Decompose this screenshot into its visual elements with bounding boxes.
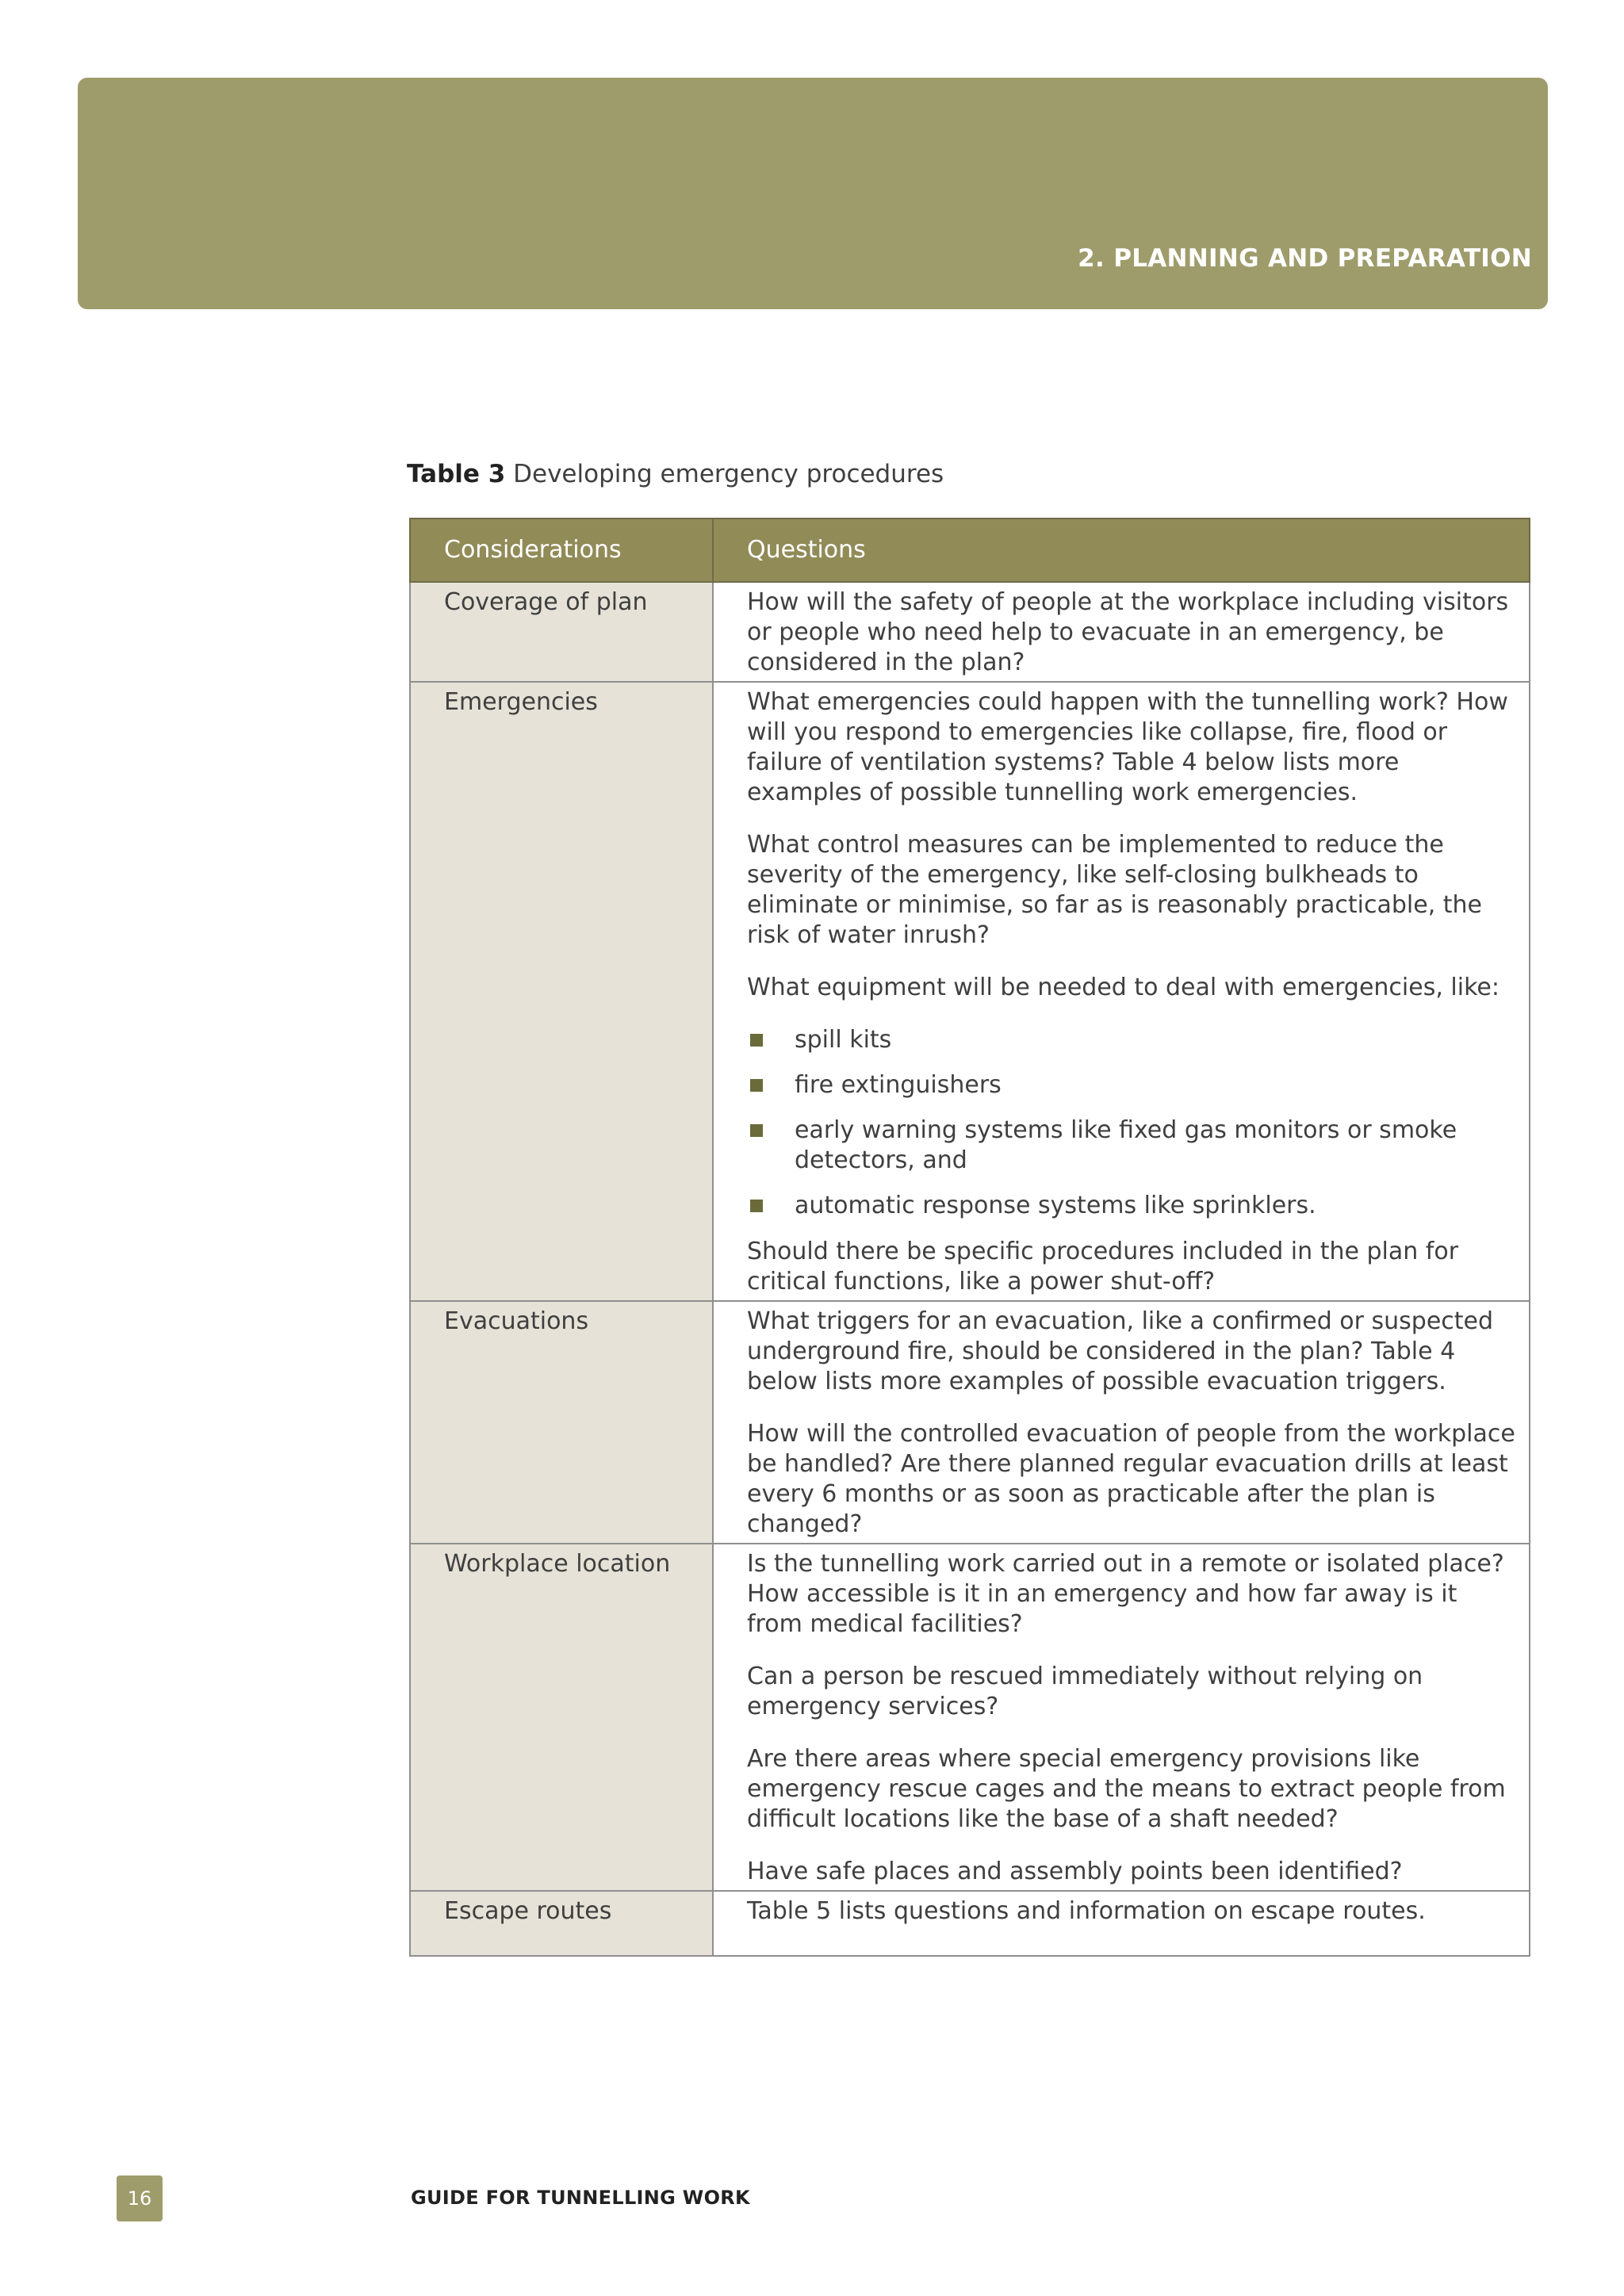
- table-caption-text: Developing emergency procedures: [513, 460, 944, 488]
- questions-cell: [713, 1301, 1530, 1544]
- header-questions: Questions: [713, 519, 1530, 582]
- table-row: [410, 1544, 1530, 1891]
- section-title: 2. PLANNING AND PREPARATION: [1078, 244, 1532, 273]
- question-paragraph: Should there be specific procedures included in the plan for critical functions, like a power shut-off?: [747, 1238, 1459, 1295]
- emergency-procedures-table: [409, 518, 1530, 1957]
- list-item-text: early warning systems like fixed gas monitors or smoke detectors, and: [795, 1116, 1457, 1174]
- questions-cell: [713, 1544, 1530, 1891]
- table-row: [410, 682, 1530, 1301]
- list-item-text: spill kits: [795, 1026, 892, 1054]
- square-bullet-icon: [750, 1200, 763, 1212]
- question-paragraph: Table 5 lists questions and information on escape routes.: [747, 1897, 1426, 1925]
- questions-cell: [713, 582, 1530, 682]
- list-item: [747, 1070, 1518, 1100]
- questions-cell: [713, 1891, 1530, 1956]
- consideration-cell: Workplace location: [410, 1544, 713, 1891]
- table-header-row: [410, 519, 1530, 582]
- header-band: [78, 78, 1548, 309]
- question-paragraph: What control measures can be implemented to reduce the severity of the emergency, like self-closing bulkheads to eliminate or minimise, so far as is reasonably practicable, the risk of water inrush?: [747, 831, 1483, 949]
- square-bullet-icon: [750, 1034, 763, 1047]
- consideration-cell: Coverage of plan: [410, 582, 713, 682]
- question-paragraph: Can a person be rescued immediately without relying on emergency services?: [747, 1663, 1423, 1720]
- square-bullet-icon: [750, 1124, 763, 1137]
- list-item: [747, 1115, 1518, 1176]
- question-paragraph: What triggers for an evacuation, like a confirmed or suspected underground fire, should be considered in the plan? Table 4 below lists more examples of possible evacuation triggers.: [747, 1307, 1494, 1395]
- question-paragraph: How will the controlled evacuation of people from the workplace be handled? Are there planned regular evacuation drills at least every 6 months or as soon as practicable after the plan is changed?: [747, 1420, 1515, 1538]
- consideration-cell: Evacuations: [410, 1301, 713, 1544]
- footer-title: GUIDE FOR TUNNELLING WORK: [411, 2187, 750, 2209]
- table-caption: [407, 460, 944, 488]
- table-row: [410, 1301, 1530, 1544]
- square-bullet-icon: [750, 1079, 763, 1092]
- questions-cell: [713, 682, 1530, 1301]
- consideration-cell: Escape routes: [410, 1891, 713, 1956]
- table-caption-label: Table 3: [407, 460, 506, 488]
- question-paragraph: What emergencies could happen with the tunnelling work? How will you respond to emergencies like collapse, fire, flood or failure of ventilation systems? Table 4 below lists more examples of possible tunnelling work emergencies.: [747, 688, 1508, 806]
- list-item-text: fire extinguishers: [795, 1071, 1002, 1099]
- list-item: [747, 1025, 1518, 1055]
- question-paragraph: What equipment will be needed to deal with emergencies, like:: [747, 974, 1500, 1001]
- question-paragraph: How will the safety of people at the workplace including visitors or people who need help to evacuate in an emergency, be considered in the plan?: [747, 588, 1509, 676]
- list-item: [747, 1191, 1518, 1221]
- question-paragraph: Is the tunnelling work carried out in a remote or isolated place? How accessible is it in an emergency and how far away is it from medical facilities?: [747, 1550, 1504, 1638]
- question-paragraph: Are there areas where special emergency provisions like emergency rescue cages and the means to extract people from difficult locations like the base of a shaft needed?: [747, 1745, 1506, 1833]
- consideration-cell: Emergencies: [410, 682, 713, 1301]
- equipment-list: [747, 1025, 1518, 1221]
- page-number: 16: [117, 2175, 163, 2221]
- table-row: [410, 582, 1530, 682]
- header-considerations: Considerations: [410, 519, 713, 582]
- list-item-text: automatic response systems like sprinklers.: [795, 1192, 1316, 1219]
- table-row: [410, 1891, 1530, 1956]
- question-paragraph: Have safe places and assembly points been identified?: [747, 1858, 1403, 1885]
